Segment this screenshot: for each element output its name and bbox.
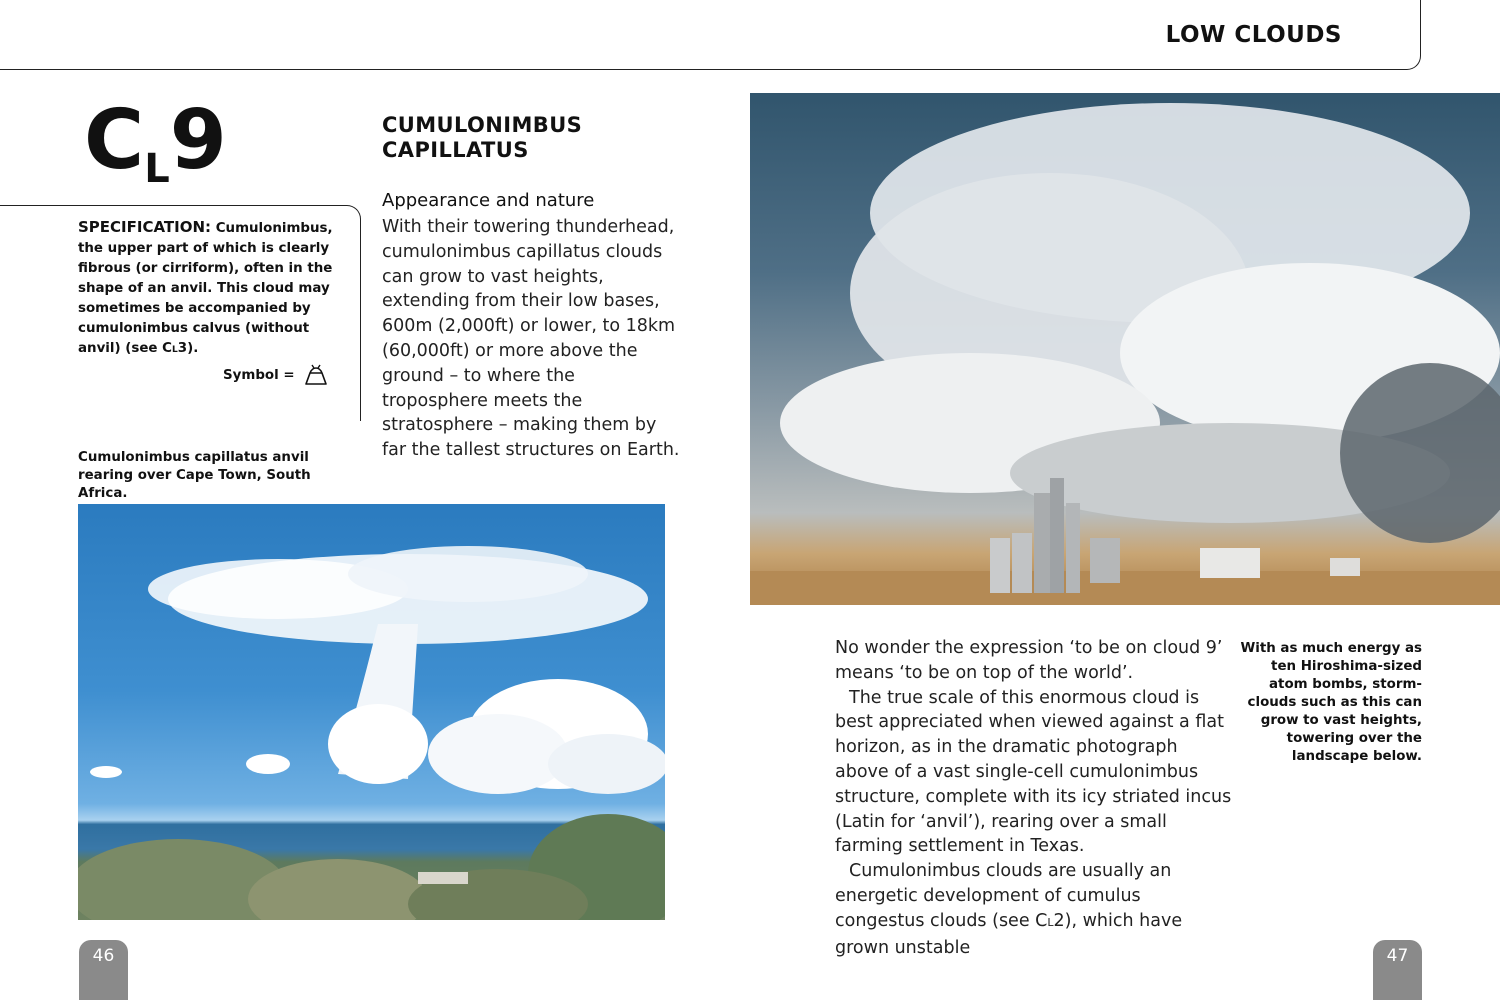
- body-text: [835, 636, 1235, 960]
- specification-ref-tail: 3).: [177, 341, 199, 356]
- cape-town-cloud-illustration: [78, 504, 665, 920]
- specification-ref-subscript: L: [172, 345, 178, 355]
- body-paragraph-1: No wonder the expression ‘to be on cloud 9’ means ‘to be on top of the world’.: [835, 638, 1223, 683]
- main-title-line2: CAPILLATUS: [382, 138, 529, 162]
- section-title: LOW CLOUDS: [1165, 22, 1342, 48]
- caption-right: With as much energy as ten Hiroshima-sized atom bombs, storm-clouds such as this can grow to vast heights, towering over the landscape below.: [1240, 641, 1422, 764]
- main-title: [382, 113, 662, 163]
- cloud-code-subscript: L: [144, 146, 170, 192]
- symbol-label: Symbol =: [223, 367, 295, 383]
- cloud-code-letter: C: [84, 93, 145, 188]
- appearance-heading: Appearance and nature: [382, 190, 595, 211]
- texas-cumulonimbus-illustration: [750, 93, 1500, 605]
- body-paragraph-2: The true scale of this enormous cloud is best appreciated when viewed against a flat horizon, as in the dramatic photograph above of a vast single-cell cumulonimbus structure, complete with its icy striated incus (Latin for ‘anvil’), rearing over a small farming settlement in Texas.: [835, 687, 1232, 857]
- specification-lead: SPECIFICATION:: [78, 218, 212, 236]
- texas-cumulonimbus-photo: [750, 93, 1500, 605]
- cloud-code-number: 9: [169, 93, 227, 188]
- specification-text: [78, 217, 346, 360]
- body-paragraph-3: Cumulonimbus clouds are usually an energetic development of cumulus congestus clouds (see CL2), which have grown unstable: [835, 861, 1183, 958]
- specification-body: Cumulonimbus, the upper part of which is clearly fibrous (or cirriform), often in the shape of an anvil. This cloud may sometimes be accompanied by cumulonimbus calvus (without anvil) (see C: [78, 221, 333, 356]
- page-number-left: 46: [79, 940, 128, 1000]
- main-title-line1: CUMULONIMBUS: [382, 113, 583, 137]
- symbol-row: [223, 364, 329, 386]
- caption-left: Cumulonimbus capillatus anvil rearing over Cape Town, South Africa.: [78, 450, 311, 501]
- cloud-code: [84, 93, 227, 192]
- cape-town-cloud-photo: [78, 504, 665, 920]
- cumulonimbus-capillatus-symbol-icon: [303, 364, 329, 386]
- appearance-text: With their towering thunderhead, cumulonimbus capillatus clouds can grow to vast heights, extending from their low bases, 600m (2,000ft) or lower, to 18km (60,000ft) or more above the ground – to where the troposphere meets the stratosphere – making them by far the tallest structures on Earth.: [382, 217, 680, 461]
- page-number-right: 47: [1373, 940, 1422, 1000]
